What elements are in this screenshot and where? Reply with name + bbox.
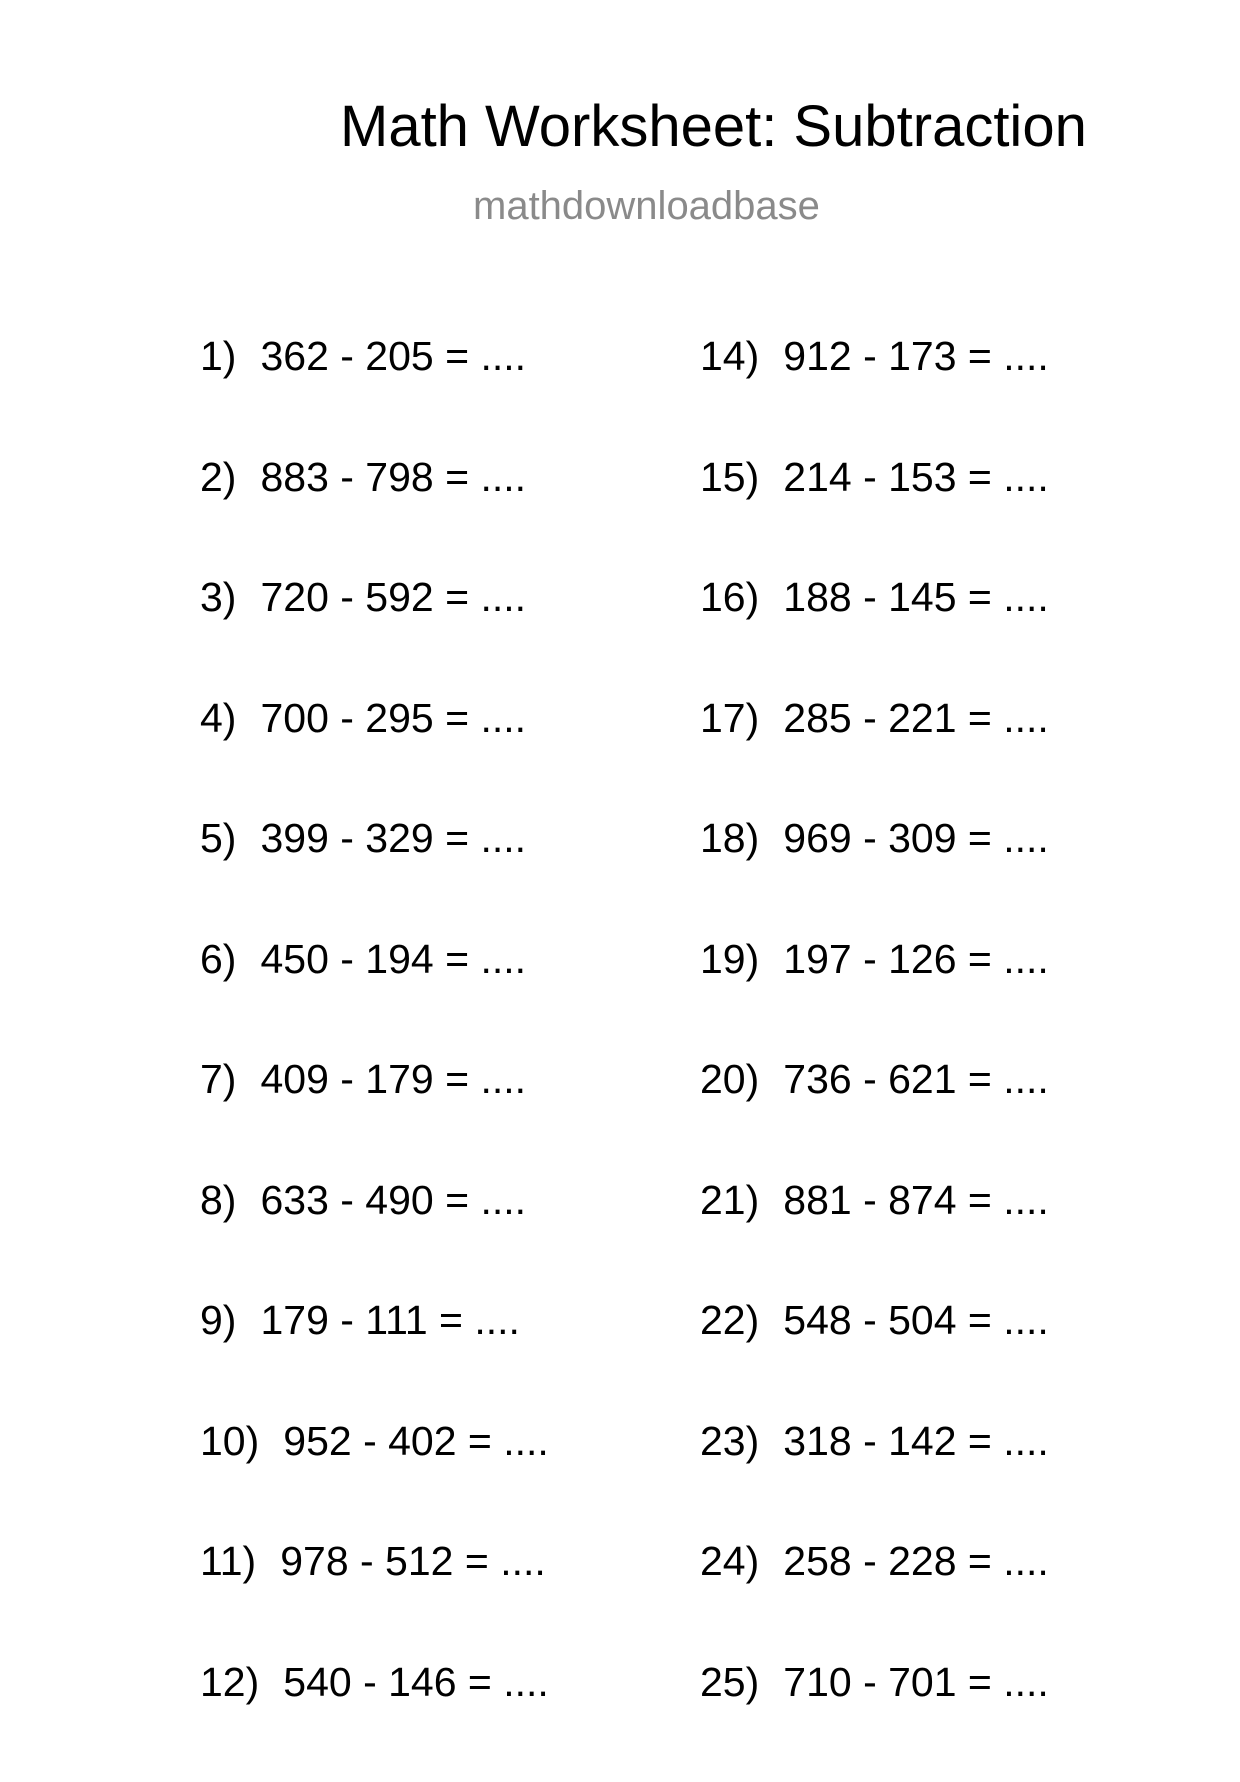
problem-expression: 952 - 402 = .... (283, 1418, 549, 1464)
problem-expression: 179 - 111 = .... (260, 1297, 519, 1343)
problem-item (700, 457, 1049, 578)
problem-expression: 700 - 295 = .... (260, 695, 526, 741)
problem-number: 22) (700, 1300, 759, 1341)
problem-expression: 720 - 592 = .... (260, 574, 526, 620)
problem-number: 4) (200, 698, 236, 739)
problem-number: 5) (200, 818, 236, 859)
problem-item (200, 939, 549, 1060)
problem-number: 19) (700, 939, 759, 980)
problem-expression: 214 - 153 = .... (783, 454, 1049, 500)
problem-expression: 409 - 179 = .... (260, 1056, 526, 1102)
problem-item (700, 1421, 1049, 1542)
problem-expression: 188 - 145 = .... (783, 574, 1049, 620)
problem-number: 6) (200, 939, 236, 980)
problem-number: 9) (200, 1300, 236, 1341)
problem-expression: 736 - 621 = .... (783, 1056, 1049, 1102)
problem-item (700, 577, 1049, 698)
problem-expression: 540 - 146 = .... (283, 1659, 549, 1705)
problem-item (700, 1662, 1049, 1782)
problem-item (700, 1541, 1049, 1662)
problem-number: 7) (200, 1059, 236, 1100)
problem-expression: 450 - 194 = .... (260, 936, 526, 982)
problem-number: 25) (700, 1662, 759, 1703)
problem-expression: 548 - 504 = .... (783, 1297, 1049, 1343)
problem-number: 12) (200, 1662, 259, 1703)
problem-number: 8) (200, 1180, 236, 1221)
problem-item (200, 457, 549, 578)
problem-item (700, 1180, 1049, 1301)
problem-item (200, 1180, 549, 1301)
problem-number: 10) (200, 1421, 259, 1462)
problem-number: 16) (700, 577, 759, 618)
worksheet-subtitle: mathdownloadbase (0, 186, 1240, 226)
problem-number: 11) (200, 1541, 256, 1582)
problem-number: 21) (700, 1180, 759, 1221)
problem-expression: 633 - 490 = .... (260, 1177, 526, 1223)
problem-item (700, 336, 1049, 457)
problem-expression: 258 - 228 = .... (783, 1538, 1049, 1584)
problem-expression: 883 - 798 = .... (260, 454, 526, 500)
problem-item (200, 1662, 549, 1782)
problem-number: 15) (700, 457, 759, 498)
problem-item (700, 1300, 1049, 1421)
problem-expression: 197 - 126 = .... (783, 936, 1049, 982)
problem-number: 17) (700, 698, 759, 739)
problem-expression: 912 - 173 = .... (783, 333, 1049, 379)
problem-item (200, 818, 549, 939)
problem-item (200, 336, 549, 457)
problem-number: 23) (700, 1421, 759, 1462)
problem-number: 3) (200, 577, 236, 618)
worksheet-title: Math Worksheet: Subtraction (0, 98, 1240, 156)
problem-expression: 399 - 329 = .... (260, 815, 526, 861)
problem-expression: 978 - 512 = .... (280, 1538, 546, 1584)
problem-expression: 881 - 874 = .... (783, 1177, 1049, 1223)
problem-number: 20) (700, 1059, 759, 1100)
problem-expression: 969 - 309 = .... (783, 815, 1049, 861)
problem-item (200, 1300, 549, 1421)
problem-expression: 285 - 221 = .... (783, 695, 1049, 741)
problem-expression: 362 - 205 = .... (260, 333, 526, 379)
problem-number: 24) (700, 1541, 759, 1582)
problem-column-left (200, 336, 549, 1782)
problem-number: 2) (200, 457, 236, 498)
problem-expression: 710 - 701 = .... (783, 1659, 1049, 1705)
problem-item (700, 939, 1049, 1060)
problem-number: 1) (200, 336, 236, 377)
problem-item (700, 698, 1049, 819)
problem-item (200, 1421, 549, 1542)
problem-number: 18) (700, 818, 759, 859)
problem-item (200, 698, 549, 819)
problem-item (200, 1541, 549, 1662)
problem-expression: 318 - 142 = .... (783, 1418, 1049, 1464)
problem-item (200, 1059, 549, 1180)
problem-item (200, 577, 549, 698)
problem-column-right (700, 336, 1049, 1782)
problem-number: 14) (700, 336, 759, 377)
problem-item (700, 818, 1049, 939)
problem-item (700, 1059, 1049, 1180)
